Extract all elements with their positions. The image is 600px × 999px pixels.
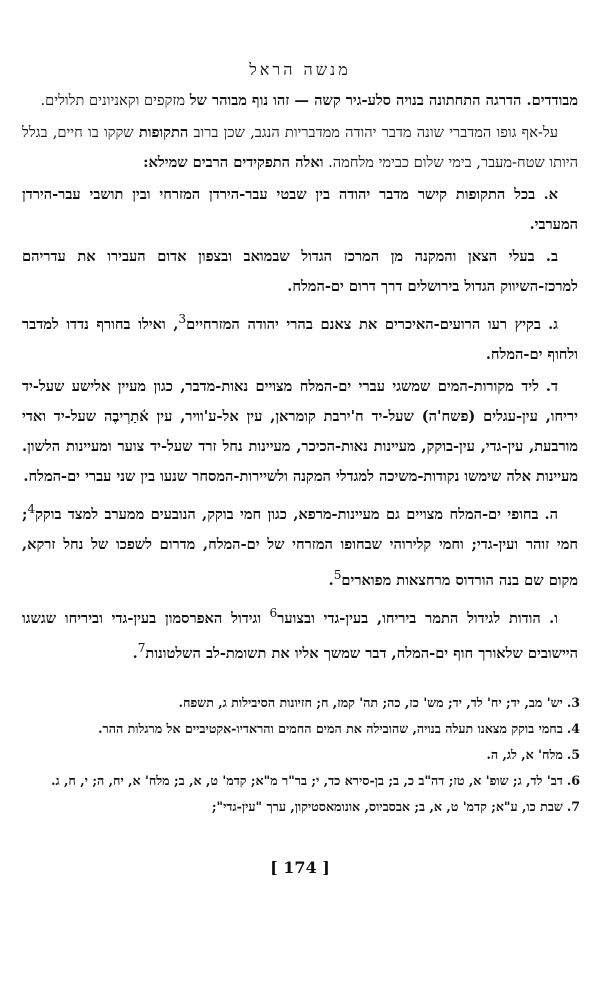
footnote <box>40 742 580 768</box>
footnote-text: מלח' א, לג, ה. <box>486 747 563 762</box>
list-label: ג. <box>548 315 558 333</box>
list-item-f <box>22 598 578 670</box>
footnote-ref: 3 <box>178 312 187 326</box>
footnote-ref: 7 <box>137 641 146 656</box>
footnote-number: 7. <box>566 799 580 814</box>
paragraph-intro-end <box>22 86 578 116</box>
list-item-a <box>22 180 578 240</box>
list-item-c <box>22 304 578 370</box>
footnote <box>40 690 580 716</box>
footnote <box>40 716 580 742</box>
running-header: מנשה הראל <box>249 60 351 79</box>
list-text: בכל התקופות קישר מדבר יהודה בין שבטי עבר-הירדן המזרחי ובין תושבי עבר-הירדן המערבי. <box>22 186 578 233</box>
footnote-text: בחמי בוקק מצאנו תעלה בנויה, שהובילה את המים החמים והראדיו-אקטיביים אל מרגלות ההר. <box>98 721 563 736</box>
footnote <box>40 768 580 794</box>
footnote <box>40 794 580 820</box>
footnote-text: שבת כו, ע"א; קדמ' ט, א, ב; אבסביוס, אונומאסטיקון, ערך "עין-גדי"; <box>211 799 563 814</box>
list-text: ליד מקורות-המים שמשגי עברי ים-המלח מצויים נאות-מדבר, כגון מעיין אלישע שעל-יד יריחו, עין-עגלים (פשח'ה) שעל-יד ח'ירבת קומראן, עין אל-ע'וויר, עין א֬תַרְיבֶה שעל-יד ואדי מורבעת, עין-גדי, עין-בוקק, מעיינות נאות-הכיכר, מעיינות נחל זרד שעל-יד צוער ומעיינות הלשון. מעיינות אלה שימשו נקודות-משיכה למגדלי המקנה ולשיירות-המסחר שנעו בין שני עברי ים-המלח. <box>22 377 578 485</box>
list-text: . <box>328 571 334 589</box>
footnote-ref: 4 <box>27 501 36 516</box>
paragraph-text: על-אף גופו המדברי שונה מדבר יהודה ממדבריות הנגב, שכן ברוב <box>193 124 558 141</box>
footnotes <box>40 690 580 820</box>
list-text: הודות לגידול התמר ביריחו, בעין-גדי ובצוער <box>277 609 541 627</box>
list-label: ו. <box>549 609 558 627</box>
footnote-ref: 5 <box>333 567 342 582</box>
paragraph-text-bold: ואלה התפקידים הרבים שמילא: <box>143 154 324 171</box>
list-text: ; חמי זוהר ועין-גדי; וחמי קלירוהי שבחופו המזרחי של ים-המלח, מדרום לשפכו של נחל זרקא, מקום שם בנה הורדוס מרחצאות מפוארים <box>22 505 578 589</box>
list-label: ב. <box>545 248 559 265</box>
list-label: א. <box>543 186 559 203</box>
paragraph-roles-intro <box>22 118 578 178</box>
bold-term: התקופות <box>138 124 189 141</box>
footnote-text: יש' מב, יד; יח' לד, יד; מש' כז, כה; תה' קמז, ח; חזיונות הסיבילות ג, תשפח. <box>178 695 563 710</box>
main-text <box>22 86 578 671</box>
paragraph-text: שקקו בו חיים, בגלל היותו שטח-מעבר, בימי שלום כבימי מלחמה. <box>22 124 578 171</box>
list-item-b <box>22 242 578 302</box>
list-text: , ואילו בחורף נדדו למדבר ולחוף ים-המלח. <box>22 315 578 363</box>
list-item-d <box>22 372 578 492</box>
footnote-number: 4. <box>566 721 580 736</box>
list-text: . <box>132 645 138 663</box>
footnote-text: דב' לד, ג; שופ' א, טז; דה"ב כ, ב; בן-סירא כד, י; בר"ר מ"א; קדמ' ט, א, ב; מלח' א, יח, ה; י, ח, ג. <box>51 773 563 788</box>
list-text: בקיץ רעו הרועים-האיכרים את צאנם בהרי יהודה המזרחיים <box>186 315 541 333</box>
bold-lead-text: מבודדים. הדרגה התחתונה בנויה סלע-גיר קשה — זהו נוף מבוהר של <box>189 92 578 109</box>
list-text: בחופי ים-המלח מצויים גם מעיינות-מרפא, כגון חמי בוקק, הנובעים ממערב למצד בוקק <box>35 505 539 523</box>
paragraph-text: מזקפים וקאניונים תלולים. <box>40 92 186 109</box>
footnote-ref: 6 <box>269 605 278 620</box>
list-item-e <box>22 494 578 596</box>
page-number: [ 174 ] <box>270 858 330 877</box>
list-label: ד. <box>545 377 559 395</box>
list-text: וגידול האפרסמון בעין-גדי וביריחו שגשגו היישובים שלאורך חוף ים-המלח, דבר שמשך אליו את תשומת-לב השלטונות <box>22 609 578 663</box>
footnote-number: 5. <box>566 747 580 762</box>
list-text: בעלי הצאן והמקנה מן המרכז הגדול שבמואב ובצפון אדום העבירו את עדריהם למרכז-השיווק הגדול בירושלים דרך דרום ים-המלח. <box>22 248 578 295</box>
footnote-number: 6. <box>566 773 580 788</box>
footnote-number: 3. <box>566 695 580 710</box>
list-label: ה. <box>544 505 558 523</box>
